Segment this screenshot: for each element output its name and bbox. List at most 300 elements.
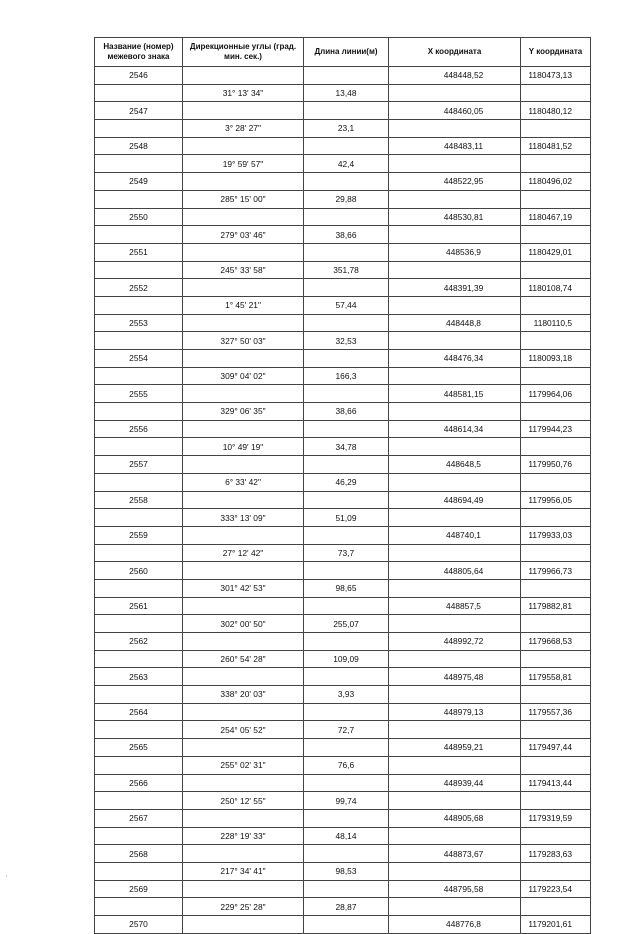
- empty-cell: [183, 420, 304, 438]
- point-row: [95, 420, 591, 438]
- y-coordinate: 1179950,76: [521, 456, 591, 474]
- empty-cell: [183, 208, 304, 226]
- empty-cell: [304, 668, 389, 686]
- empty-cell: [95, 579, 183, 597]
- line-length: 46,29: [304, 473, 389, 491]
- empty-cell: [95, 615, 183, 633]
- empty-cell: [183, 597, 304, 615]
- empty-cell: [389, 226, 521, 244]
- x-coordinate: 448857,5: [389, 597, 521, 615]
- x-coordinate: 448795,58: [389, 880, 521, 898]
- point-row: [95, 350, 591, 368]
- marker-name: 2547: [95, 102, 183, 120]
- marker-name: 2548: [95, 137, 183, 155]
- bearing-angle: 10° 49' 19": [183, 438, 304, 456]
- empty-cell: [304, 562, 389, 580]
- empty-cell: [183, 102, 304, 120]
- point-row: [95, 279, 591, 297]
- segment-row: [95, 261, 591, 279]
- empty-cell: [389, 261, 521, 279]
- point-row: [95, 774, 591, 792]
- marker-name: 2570: [95, 916, 183, 934]
- empty-cell: [95, 473, 183, 491]
- empty-cell: [304, 491, 389, 509]
- line-length: 3,93: [304, 686, 389, 704]
- line-length: 98,65: [304, 579, 389, 597]
- empty-cell: [521, 650, 591, 668]
- y-coordinate: 1180481,52: [521, 137, 591, 155]
- empty-cell: [183, 243, 304, 261]
- marker-name: 2563: [95, 668, 183, 686]
- line-length: 32,53: [304, 332, 389, 350]
- empty-cell: [389, 721, 521, 739]
- y-coordinate: 1179964,06: [521, 385, 591, 403]
- marker-name: 2559: [95, 526, 183, 544]
- empty-cell: [183, 774, 304, 792]
- empty-cell: [183, 314, 304, 332]
- line-length: 51,09: [304, 509, 389, 527]
- point-row: [95, 243, 591, 261]
- empty-cell: [521, 190, 591, 208]
- x-coordinate: 448614,34: [389, 420, 521, 438]
- line-length: 38,66: [304, 226, 389, 244]
- line-length: 38,66: [304, 403, 389, 421]
- empty-cell: [521, 898, 591, 916]
- empty-cell: [95, 721, 183, 739]
- empty-cell: [183, 173, 304, 191]
- bearing-angle: 1° 45' 21": [183, 296, 304, 314]
- y-coordinate: 1180110,5: [521, 314, 591, 332]
- segment-row: [95, 473, 591, 491]
- segment-row: [95, 438, 591, 456]
- empty-cell: [183, 350, 304, 368]
- marker-name: 2560: [95, 562, 183, 580]
- empty-cell: [95, 84, 183, 102]
- x-coordinate: 448648,5: [389, 456, 521, 474]
- x-coordinate: 448992,72: [389, 633, 521, 651]
- empty-cell: [389, 473, 521, 491]
- table-body: [95, 67, 591, 934]
- segment-row: [95, 403, 591, 421]
- point-row: [95, 739, 591, 757]
- empty-cell: [95, 261, 183, 279]
- marker-name: 2551: [95, 243, 183, 261]
- marker-name: 2555: [95, 385, 183, 403]
- empty-cell: [389, 792, 521, 810]
- empty-cell: [183, 562, 304, 580]
- marker-name: 2553: [95, 314, 183, 332]
- point-row: [95, 703, 591, 721]
- line-length: 34,78: [304, 438, 389, 456]
- point-row: [95, 67, 591, 85]
- empty-cell: [183, 703, 304, 721]
- marker-name: 2564: [95, 703, 183, 721]
- x-coordinate: 448483,11: [389, 137, 521, 155]
- marker-name: 2550: [95, 208, 183, 226]
- line-length: 48,14: [304, 827, 389, 845]
- empty-cell: [183, 633, 304, 651]
- empty-cell: [521, 367, 591, 385]
- marker-name: 2566: [95, 774, 183, 792]
- segment-row: [95, 579, 591, 597]
- empty-cell: [521, 862, 591, 880]
- empty-cell: [95, 686, 183, 704]
- empty-cell: [95, 226, 183, 244]
- bearing-angle: 228° 19' 33": [183, 827, 304, 845]
- bearing-angle: 279° 03' 46": [183, 226, 304, 244]
- point-row: [95, 526, 591, 544]
- line-length: 351,78: [304, 261, 389, 279]
- segment-row: [95, 332, 591, 350]
- segment-row: [95, 756, 591, 774]
- bearing-angle: 3° 28' 27": [183, 120, 304, 138]
- empty-cell: [183, 67, 304, 85]
- empty-cell: [304, 739, 389, 757]
- x-coordinate: 448939,44: [389, 774, 521, 792]
- empty-cell: [389, 190, 521, 208]
- point-row: [95, 491, 591, 509]
- empty-cell: [521, 84, 591, 102]
- empty-cell: [304, 880, 389, 898]
- bearing-angle: 6° 33' 42": [183, 473, 304, 491]
- x-coordinate: 448536,9: [389, 243, 521, 261]
- empty-cell: [521, 332, 591, 350]
- marker-name: 2562: [95, 633, 183, 651]
- y-coordinate: 1179497,44: [521, 739, 591, 757]
- x-coordinate: 448694,49: [389, 491, 521, 509]
- x-coordinate: 448959,21: [389, 739, 521, 757]
- point-row: [95, 845, 591, 863]
- empty-cell: [95, 296, 183, 314]
- empty-cell: [95, 898, 183, 916]
- empty-cell: [304, 597, 389, 615]
- empty-cell: [183, 385, 304, 403]
- empty-cell: [389, 544, 521, 562]
- line-length: 57,44: [304, 296, 389, 314]
- y-coordinate: 1180496,02: [521, 173, 591, 191]
- bearing-angle: 250° 12' 55": [183, 792, 304, 810]
- empty-cell: [95, 650, 183, 668]
- empty-cell: [183, 137, 304, 155]
- empty-cell: [304, 314, 389, 332]
- empty-cell: [521, 155, 591, 173]
- point-row: [95, 809, 591, 827]
- point-row: [95, 385, 591, 403]
- bearing-angle: 329° 06' 35": [183, 403, 304, 421]
- empty-cell: [95, 756, 183, 774]
- empty-cell: [389, 155, 521, 173]
- bearing-angle: 260° 54' 28": [183, 650, 304, 668]
- empty-cell: [389, 862, 521, 880]
- segment-row: [95, 120, 591, 138]
- point-row: [95, 173, 591, 191]
- x-coordinate: 448776,8: [389, 916, 521, 934]
- empty-cell: [389, 332, 521, 350]
- empty-cell: [95, 120, 183, 138]
- segment-row: [95, 509, 591, 527]
- x-coordinate: 448476,34: [389, 350, 521, 368]
- bearing-angle: 327° 50' 03": [183, 332, 304, 350]
- empty-cell: [304, 420, 389, 438]
- bearing-angle: 27° 12' 42": [183, 544, 304, 562]
- bearing-angle: 229° 25' 28": [183, 898, 304, 916]
- y-coordinate: 1180473,13: [521, 67, 591, 85]
- point-row: [95, 597, 591, 615]
- empty-cell: [521, 120, 591, 138]
- y-coordinate: 1179413,44: [521, 774, 591, 792]
- line-length: 109,09: [304, 650, 389, 668]
- line-length: 23,1: [304, 120, 389, 138]
- empty-cell: [389, 579, 521, 597]
- empty-cell: [95, 792, 183, 810]
- line-length: 73,7: [304, 544, 389, 562]
- point-row: [95, 102, 591, 120]
- bearing-angle: 245° 33' 58": [183, 261, 304, 279]
- empty-cell: [183, 668, 304, 686]
- empty-cell: [389, 509, 521, 527]
- empty-cell: [521, 403, 591, 421]
- empty-cell: [521, 579, 591, 597]
- empty-cell: [389, 296, 521, 314]
- empty-cell: [389, 615, 521, 633]
- x-coordinate: 448530,81: [389, 208, 521, 226]
- bearing-angle: 285° 15' 00": [183, 190, 304, 208]
- empty-cell: [521, 756, 591, 774]
- x-coordinate: 448581,15: [389, 385, 521, 403]
- header-x-coordinate: X координата: [389, 38, 521, 67]
- point-row: [95, 314, 591, 332]
- empty-cell: [304, 243, 389, 261]
- y-coordinate: 1179558,81: [521, 668, 591, 686]
- x-coordinate: 448448,52: [389, 67, 521, 85]
- y-coordinate: 1179557,36: [521, 703, 591, 721]
- x-coordinate: 448391,39: [389, 279, 521, 297]
- empty-cell: [521, 721, 591, 739]
- empty-cell: [304, 916, 389, 934]
- x-coordinate: 448522,95: [389, 173, 521, 191]
- y-coordinate: 1179223,54: [521, 880, 591, 898]
- empty-cell: [521, 473, 591, 491]
- point-row: [95, 880, 591, 898]
- empty-cell: [95, 155, 183, 173]
- y-coordinate: 1180429,01: [521, 243, 591, 261]
- marker-name: 2565: [95, 739, 183, 757]
- marker-name: 2567: [95, 809, 183, 827]
- line-length: 255,07: [304, 615, 389, 633]
- empty-cell: [389, 650, 521, 668]
- empty-cell: [95, 190, 183, 208]
- table-header-row: [95, 38, 591, 67]
- empty-cell: [95, 332, 183, 350]
- y-coordinate: 1179319,59: [521, 809, 591, 827]
- marker-name: 2556: [95, 420, 183, 438]
- line-length: 76,6: [304, 756, 389, 774]
- segment-row: [95, 650, 591, 668]
- empty-cell: [304, 137, 389, 155]
- line-length: 98,53: [304, 862, 389, 880]
- empty-cell: [95, 862, 183, 880]
- empty-cell: [95, 827, 183, 845]
- segment-row: [95, 544, 591, 562]
- y-coordinate: 1180108,74: [521, 279, 591, 297]
- segment-row: [95, 827, 591, 845]
- line-length: 29,88: [304, 190, 389, 208]
- empty-cell: [521, 509, 591, 527]
- empty-cell: [389, 827, 521, 845]
- empty-cell: [521, 261, 591, 279]
- empty-cell: [304, 774, 389, 792]
- y-coordinate: 1179201,61: [521, 916, 591, 934]
- empty-cell: [521, 686, 591, 704]
- empty-cell: [304, 350, 389, 368]
- empty-cell: [389, 898, 521, 916]
- empty-cell: [389, 367, 521, 385]
- segment-row: [95, 226, 591, 244]
- point-row: [95, 137, 591, 155]
- empty-cell: [304, 703, 389, 721]
- bearing-angle: 338° 20' 03": [183, 686, 304, 704]
- point-row: [95, 916, 591, 934]
- x-coordinate: 448460,05: [389, 102, 521, 120]
- marker-name: 2569: [95, 880, 183, 898]
- y-coordinate: 1179933,03: [521, 526, 591, 544]
- y-coordinate: 1179966,73: [521, 562, 591, 580]
- empty-cell: [304, 385, 389, 403]
- empty-cell: [183, 526, 304, 544]
- x-coordinate: 448979,13: [389, 703, 521, 721]
- bearing-angle: 31° 13' 34": [183, 84, 304, 102]
- empty-cell: [521, 226, 591, 244]
- y-coordinate: 1180467,19: [521, 208, 591, 226]
- empty-cell: [183, 809, 304, 827]
- y-coordinate: 1180093,18: [521, 350, 591, 368]
- empty-cell: [183, 916, 304, 934]
- corner-mark: ': [6, 876, 8, 882]
- y-coordinate: 1179668,53: [521, 633, 591, 651]
- empty-cell: [389, 756, 521, 774]
- line-length: 42,4: [304, 155, 389, 173]
- empty-cell: [95, 367, 183, 385]
- marker-name: 2561: [95, 597, 183, 615]
- point-row: [95, 668, 591, 686]
- empty-cell: [389, 686, 521, 704]
- empty-cell: [304, 67, 389, 85]
- empty-cell: [183, 456, 304, 474]
- empty-cell: [304, 456, 389, 474]
- empty-cell: [183, 279, 304, 297]
- x-coordinate: 448873,67: [389, 845, 521, 863]
- y-coordinate: 1180480,12: [521, 102, 591, 120]
- segment-row: [95, 686, 591, 704]
- point-row: [95, 208, 591, 226]
- marker-name: 2568: [95, 845, 183, 863]
- bearing-angle: 333° 13' 09": [183, 509, 304, 527]
- y-coordinate: 1179283,63: [521, 845, 591, 863]
- marker-name: 2552: [95, 279, 183, 297]
- point-row: [95, 562, 591, 580]
- empty-cell: [389, 84, 521, 102]
- segment-row: [95, 84, 591, 102]
- x-coordinate: 448805,64: [389, 562, 521, 580]
- empty-cell: [304, 633, 389, 651]
- empty-cell: [521, 827, 591, 845]
- segment-row: [95, 615, 591, 633]
- segment-row: [95, 367, 591, 385]
- segment-row: [95, 898, 591, 916]
- empty-cell: [304, 102, 389, 120]
- empty-cell: [304, 173, 389, 191]
- empty-cell: [521, 615, 591, 633]
- y-coordinate: 1179944,23: [521, 420, 591, 438]
- x-coordinate: 448905,68: [389, 809, 521, 827]
- empty-cell: [95, 544, 183, 562]
- bearing-angle: 302° 00' 50": [183, 615, 304, 633]
- empty-cell: [95, 403, 183, 421]
- empty-cell: [304, 845, 389, 863]
- empty-cell: [304, 208, 389, 226]
- empty-cell: [95, 438, 183, 456]
- empty-cell: [389, 403, 521, 421]
- marker-name: 2558: [95, 491, 183, 509]
- header-line-length: Длина линии(м): [304, 38, 389, 67]
- line-length: 28,87: [304, 898, 389, 916]
- marker-name: 2557: [95, 456, 183, 474]
- line-length: 99,74: [304, 792, 389, 810]
- bearing-angle: 255° 02' 31": [183, 756, 304, 774]
- marker-name: 2546: [95, 67, 183, 85]
- point-row: [95, 456, 591, 474]
- segment-row: [95, 792, 591, 810]
- line-length: 72,7: [304, 721, 389, 739]
- header-bearing-angle: Дирекционные углы (град. мин. сек.): [183, 38, 304, 67]
- y-coordinate: 1179882,81: [521, 597, 591, 615]
- x-coordinate: 448448,8: [389, 314, 521, 332]
- header-y-coordinate: Y координата: [521, 38, 591, 67]
- bearing-angle: 19° 59' 57": [183, 155, 304, 173]
- bearing-angle: 301° 42' 53": [183, 579, 304, 597]
- segment-row: [95, 155, 591, 173]
- y-coordinate: 1179956,05: [521, 491, 591, 509]
- empty-cell: [304, 809, 389, 827]
- marker-name: 2554: [95, 350, 183, 368]
- empty-cell: [389, 120, 521, 138]
- point-row: [95, 633, 591, 651]
- boundary-coordinates-table: [94, 37, 591, 934]
- empty-cell: [183, 491, 304, 509]
- empty-cell: [183, 880, 304, 898]
- segment-row: [95, 862, 591, 880]
- empty-cell: [304, 279, 389, 297]
- segment-row: [95, 296, 591, 314]
- empty-cell: [389, 438, 521, 456]
- line-length: 13,48: [304, 84, 389, 102]
- empty-cell: [521, 438, 591, 456]
- empty-cell: [183, 845, 304, 863]
- empty-cell: [521, 792, 591, 810]
- marker-name: 2549: [95, 173, 183, 191]
- bearing-angle: 254° 05' 52": [183, 721, 304, 739]
- bearing-angle: 217° 34' 41": [183, 862, 304, 880]
- segment-row: [95, 190, 591, 208]
- bearing-angle: 309° 04' 02": [183, 367, 304, 385]
- line-length: 166,3: [304, 367, 389, 385]
- x-coordinate: 448975,48: [389, 668, 521, 686]
- empty-cell: [183, 739, 304, 757]
- x-coordinate: 448740,1: [389, 526, 521, 544]
- empty-cell: [304, 526, 389, 544]
- empty-cell: [521, 296, 591, 314]
- header-marker-name: Название (номер) межевого знака: [95, 38, 183, 67]
